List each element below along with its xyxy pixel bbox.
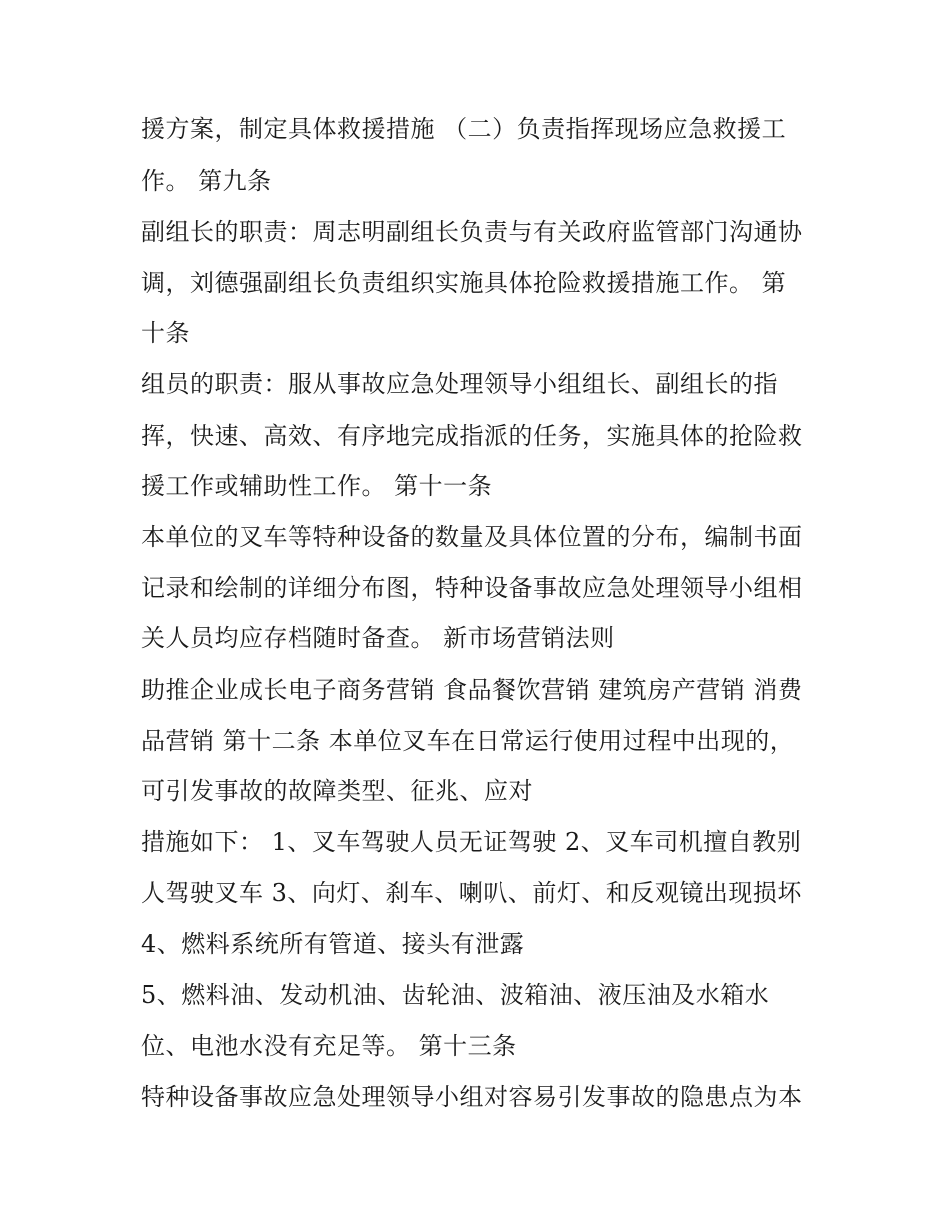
text-line: 挥，快速、高效、有序地完成指派的任务，实施具体的抢险救 [141, 422, 803, 450]
text-line: 作。 第九条 [141, 167, 272, 195]
text-line: 特种设备事故应急处理领导小组对容易引发事故的隐患点为本 [141, 1083, 803, 1111]
text-line: 援方案，制定具体救援措施 （二）负责指挥现场应急救援工 [141, 115, 787, 143]
text-line: 5、燃料油、发动机油、齿轮油、波箱油、液压油及水箱水 [141, 981, 770, 1009]
text-line: 本单位的叉车等特种设备的数量及具体位置的分布，编制书面 [141, 523, 803, 551]
text-line: 人驾驶叉车 3、向灯、刹车、喇叭、前灯、和反观镜出现损坏 [141, 879, 802, 907]
text-line: 4、燃料系统所有管道、接头有泄露 [141, 930, 525, 958]
text-line: 十条 [141, 319, 190, 347]
text-line: 位、电池水没有充足等。 第十三条 [141, 1032, 517, 1060]
text-line: 调，刘德强副组长负责组织实施具体抢险救援措施工作。 第 [141, 269, 787, 297]
text-line: 副组长的职责：周志明副组长负责与有关政府监管部门沟通协 [141, 218, 803, 246]
text-line: 可引发事故的故障类型、征兆、应对 [141, 777, 533, 805]
text-line: 品营销 第十二条 本单位叉车在日常运行使用过程中出现的， [141, 727, 795, 755]
text-line: 援工作或辅助性工作。 第十一条 [141, 472, 493, 500]
text-line: 关人员均应存档随时备查。 新市场营销法则 [141, 624, 615, 652]
text-line: 记录和绘制的详细分布图，特种设备事故应急处理领导小组相 [141, 574, 803, 602]
text-line: 措施如下： 1、叉车驾驶人员无证驾驶 2、叉车司机擅自教别 [141, 828, 802, 856]
text-line: 助推企业成长电子商务营销 食品餐饮营销 建筑房产营销 消费 [141, 676, 803, 704]
text-line: 组员的职责：服从事故应急处理领导小组组长、副组长的指 [141, 370, 778, 398]
